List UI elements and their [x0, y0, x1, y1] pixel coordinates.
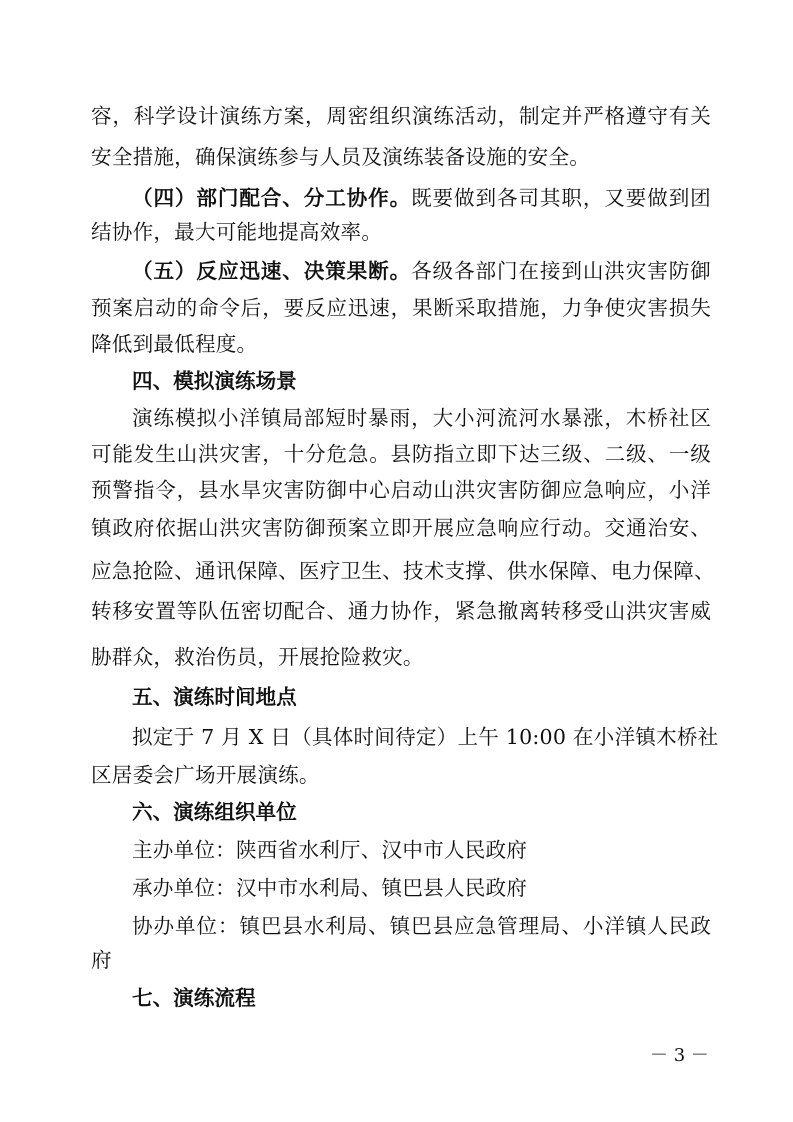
subheading-lead: （五）反应迅速、决策果断。 — [132, 259, 412, 283]
paragraph-line: 协办单位：镇巴县水利局、镇巴县应急管理局、小洋镇人民政 — [132, 914, 711, 938]
paragraph-line: 府 — [91, 948, 112, 972]
page-number: － 3 － — [650, 1045, 709, 1066]
paragraph-line: 转移安置等队伍密切配合、通力协作，紧急撤离转移受山洪灾害威 — [91, 599, 711, 623]
subheading-lead: （四）部门配合、分工协作。 — [132, 186, 412, 210]
paragraph-line: 胁群众，救治伤员，开展抢险救灾。 — [91, 645, 424, 669]
paragraph-line: 区居委会广场开展演练。 — [91, 763, 320, 787]
paragraph-line: 降低到最低程度。 — [91, 332, 258, 356]
section-heading: 六、演练组织单位 — [132, 800, 297, 824]
paragraph-line: 预案启动的命令后，要反应迅速，果断采取措施，力争使灾害损失 — [91, 296, 711, 320]
paragraph-line: 演练模拟小洋镇局部短时暴雨，大小河流河水暴涨，木桥社区 — [132, 406, 711, 430]
paragraph-line: 镇政府依据山洪灾害防御预案立即开展应急响应行动。交通治安、 — [91, 516, 711, 540]
section-heading: 四、模拟演练场景 — [132, 369, 297, 393]
paragraph-line: 安全措施，确保演练参与人员及演练装备设施的安全。 — [91, 145, 591, 169]
section-heading: 五、演练时间地点 — [132, 685, 297, 709]
paragraph-line: 承办单位：汉中市水利局、镇巴县人民政府 — [132, 876, 528, 900]
paragraph-line — [132, 183, 711, 213]
paragraph-line: 可能发生山洪灾害，十分危急。县防指立即下达三级、二级、一级 — [91, 442, 711, 466]
paragraph-line: 容，科学设计演练方案，周密组织演练活动，制定并严格遵守有关 — [91, 104, 711, 128]
paragraph-line: 预警指令，县水旱灾害防御中心启动山洪灾害防御应急响应，小洋 — [91, 478, 711, 502]
paragraph-line: 拟定于 7 月 X 日（具体时间待定）上午 10:00 在小洋镇木桥社 — [132, 725, 719, 749]
paragraph-text: 各级各部门在接到山洪灾害防御 — [411, 259, 711, 283]
paragraph-line: 应急抢险、通讯保障、医疗卫生、技术支撑、供水保障、电力保障、 — [91, 559, 715, 583]
paragraph-line: 主办单位：陕西省水利厅、汉中市人民政府 — [132, 838, 528, 862]
section-heading: 七、演练流程 — [132, 986, 256, 1010]
paragraph-line — [132, 256, 711, 286]
paragraph-text: 既要做到各司其职，又要做到团 — [411, 186, 711, 210]
paragraph-line: 结协作，最大可能地提高效率。 — [91, 220, 383, 244]
